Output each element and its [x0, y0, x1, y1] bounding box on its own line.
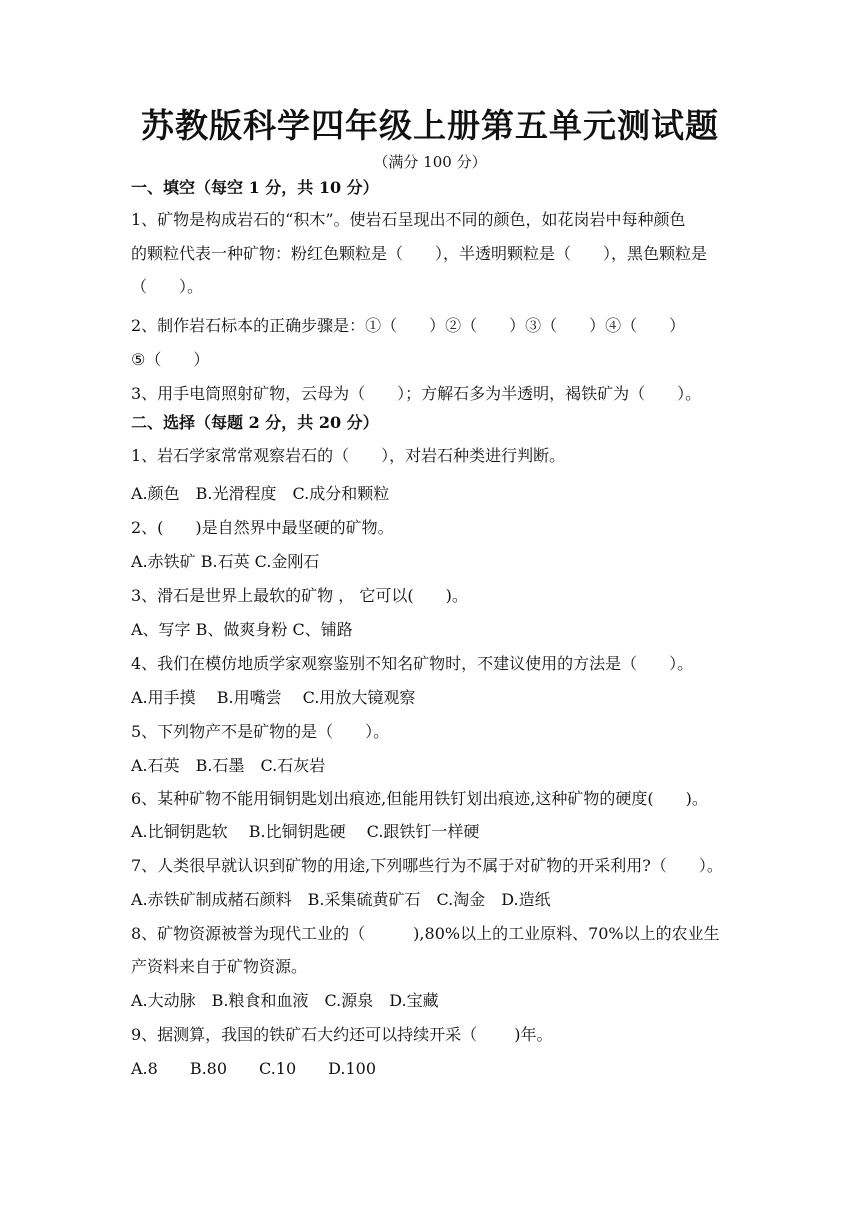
question-options: A.颜色 B.光滑程度 C.成分和颗粒 [131, 484, 390, 503]
section-heading-choice: 二、选择（每题 2 分，共 20 分） [131, 413, 379, 432]
question-options: A.赤铁矿 B.石英 C.金刚石 [131, 552, 320, 571]
question-options: A、写字 B、做爽身粉 C、铺路 [131, 620, 353, 639]
question-options: A.大动脉 B.粮食和血液 C.源泉 D.宝藏 [131, 991, 439, 1010]
question-text: 2、制作岩石标本的正确步骤是：①（ ）②（ ）③（ ）④（ ） [131, 316, 686, 335]
question-options: A.8 B.80 C.10 D.100 [131, 1059, 377, 1078]
page-subtitle: （满分 100 分） [373, 153, 487, 171]
question-text: 6、某种矿物不能用铜钥匙划出痕迹,但能用铁钉划出痕迹,这种矿物的硬度( )。 [131, 789, 708, 808]
question-text: 的颗粒代表一种矿物：粉红色颗粒是（ ），半透明颗粒是（ ），黑色颗粒是 [131, 244, 708, 263]
question-options: A.石英 B.石墨 C.石灰岩 [131, 756, 326, 775]
question-options: A.比铜钥匙软 B.比铜钥匙硬 C.跟铁钉一样硬 [131, 822, 480, 841]
question-text: 1、矿物是构成岩石的“积木”。使岩石呈现出不同的颜色，如花岗岩中每种颜色 [131, 210, 686, 229]
question-text: 1、岩石学家常常观察岩石的（ ），对岩石种类进行判断。 [131, 446, 566, 465]
question-text: 7、人类很早就认识到矿物的用途,下列哪些行为不属于对矿物的开采利用?（ ）。 [131, 856, 723, 875]
question-text: （ ）。 [131, 277, 204, 296]
question-text: ⑤（ ） [131, 350, 210, 369]
question-text: 3、用手电筒照射矿物，云母为（ ）；方解石多为半透明，褐铁矿为（ ）。 [131, 384, 702, 403]
question-text: 5、下列物产不是矿物的是（ ）。 [131, 722, 390, 741]
question-text: 9、据测算，我国的铁矿石大约还可以持续开采（ )年。 [131, 1025, 553, 1044]
question-options: A.赤铁矿制成赭石颜料 B.采集硫黄矿石 C.淘金 D.造纸 [131, 890, 551, 909]
page-title: 苏教版科学四年级上册第五单元测试题 [141, 106, 719, 145]
question-text: 4、我们在模仿地质学家观察鉴别不知名矿物时，不建议使用的方法是（ ）。 [131, 654, 694, 673]
section-heading-fill-blank: 一、填空（每空 1 分，共 10 分） [131, 178, 379, 197]
question-text: 2、( )是自然界中最坚硬的矿物。 [131, 518, 394, 537]
question-text: 8、矿物资源被誉为现代工业的（ ),80%以上的工业原料、70%以上的农业生 [131, 924, 720, 943]
question-options: A.用手摸 B.用嘴尝 C.用放大镜观察 [131, 688, 416, 707]
question-text: 3、滑石是世界上最软的矿物 ， 它可以( )。 [131, 586, 468, 605]
question-text: 产资料来自于矿物资源。 [131, 957, 308, 976]
